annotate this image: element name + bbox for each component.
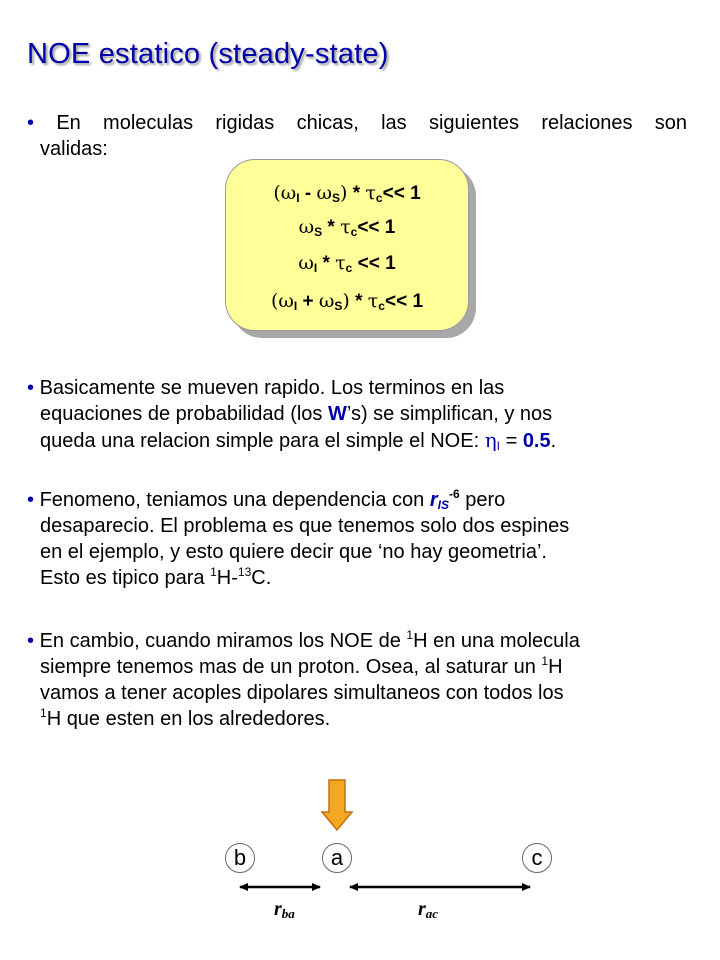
relation-4: $(\omega_I + \omega_S) * \tau_c<< 1$ [270,290,424,313]
bullet-multiple-protons [27,628,687,732]
bullet-phenomenon-line-3: en el ejemplo, y esto quiere decir que ‘no hay geometria’. [40,541,547,563]
atom-b: b [225,843,255,873]
bullet-phenomenon-line-1: • Fenomeno, teniamos una dependencia con $r_{IS}^{-6}$ pero [27,487,506,512]
distance-label-ac: $r_{ac}$ [418,898,439,921]
bullet-fast-motion-line-2: equaciones de probabilidad (los W’s) se simplifican, y nos [40,403,553,425]
bullet-multiple-protons-line-4: $^1$H que esten en los alrededores. [40,706,331,730]
bullet-intro-line-1: • En moleculas rigidas chicas, las siguientes relaciones son [27,112,688,134]
bullet-intro [27,110,687,162]
atom-a: a [322,843,352,873]
bullet-phenomenon-line-2: desaparecio. El problema es que tenemos solo dos espines [40,515,570,537]
relation-1: $(\omega_I - \omega_S) * \tau_c<< 1$ [273,182,421,205]
bullet-phenomenon-line-4: Esto es tipico para $^1$H-$^{13}$C. [40,565,272,589]
bullet-fast-motion [27,375,687,454]
saturation-arrow-icon [322,780,352,830]
bullet-dot: • [27,112,35,134]
bullet-phenomenon [27,487,687,591]
bullet-fast-motion-line-1: • Basicamente se mueven rapido. Los terminos en las [27,377,505,399]
relations-box [225,159,469,331]
bullet-fast-motion-line-3: queda una relacion simple para el simple el NOE: $\eta_I = 0.5$. [40,428,557,453]
bullet-intro-line-2: validas: [40,138,108,160]
relation-2: $\omega_S * \tau_c<< 1$ [298,216,396,239]
relation-3: $\omega_I * \tau_c << 1$ [298,252,396,275]
bullet-multiple-protons-line-2: siempre tenemos mas de un proton. Osea, al saturar un $^1$H [40,654,563,678]
distance-label-ba: $r_{ba}$ [274,898,295,921]
bullet-multiple-protons-line-1: • En cambio, cuando miramos los NOE de $^1$H en una molecula [27,628,580,652]
atom-c: c [522,843,552,873]
page-title: NOE estatico (steady-state) [27,38,389,70]
bullet-multiple-protons-line-3: vamos a tener acoples dipolares simultaneos con todos los [40,682,564,704]
